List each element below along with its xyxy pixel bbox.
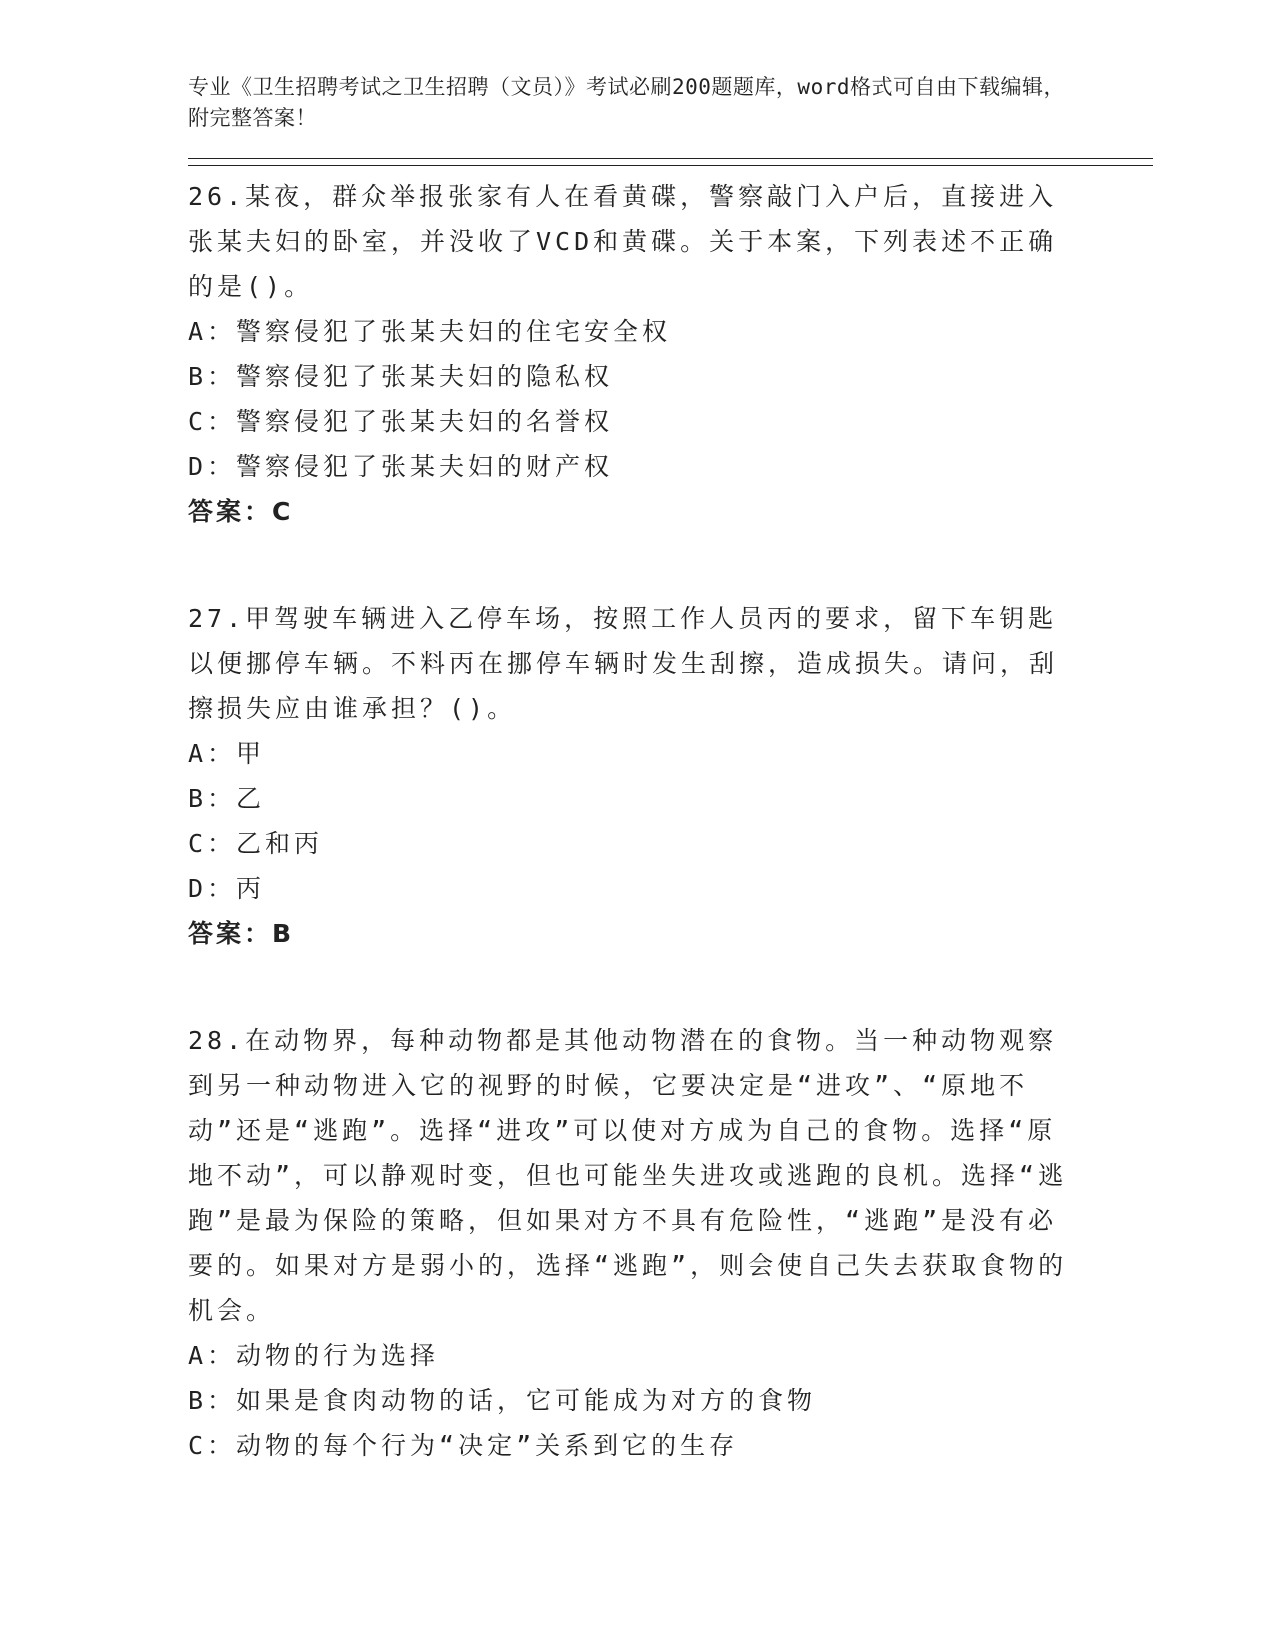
question-26 xyxy=(188,174,1153,534)
question-28 xyxy=(188,1018,1153,1468)
option-a: A：甲 xyxy=(188,739,266,768)
answer-label: 答案：C xyxy=(188,497,294,526)
question-spacer xyxy=(188,534,1153,588)
document-header: 专业《卫生招聘考试之卫生招聘（文员）》考试必刷200题题库，word格式可自由下载编辑，附完整答案！ xyxy=(188,75,1065,130)
answer-label: 答案：B xyxy=(188,919,295,948)
document-page xyxy=(188,72,1153,1468)
header-divider xyxy=(188,158,1153,166)
option-b: B：如果是食肉动物的话，它可能成为对方的食物 xyxy=(188,1386,817,1415)
option-d: D：丙 xyxy=(188,874,266,903)
option-b: B：乙 xyxy=(188,784,266,813)
question-stem: 28.在动物界，每种动物都是其他动物潜在的食物。当一种动物观察到另一种动物进入它的视野的时候，它要决定是“进攻”、“原地不动”还是“逃跑”。选择“进攻”可以使对方成为自己的食物。选择“原地不动”，可以静观时变，但也可能坐失进攻或逃跑的良机。选择“逃跑”是最为保险的策略，但如果对方不具有危险性，“逃跑”是没有必要的。如果对方是弱小的，选择“逃跑”，则会使自己失去获取食物的机会。 xyxy=(188,1026,1068,1325)
question-stem: 26.某夜，群众举报张家有人在看黄碟，警察敲门入户后，直接进入张某夫妇的卧室，并没收了VCD和黄碟。关于本案，下列表述不正确的是()。 xyxy=(188,182,1058,301)
option-d: D：警察侵犯了张某夫妇的财产权 xyxy=(188,452,614,481)
option-c: C：动物的每个行为“决定”关系到它的生存 xyxy=(188,1431,739,1460)
option-a: A：动物的行为选择 xyxy=(188,1341,440,1370)
question-stem: 27.甲驾驶车辆进入乙停车场，按照工作人员丙的要求，留下车钥匙以便挪停车辆。不料丙在挪停车辆时发生刮擦，造成损失。请问，刮擦损失应由谁承担？()。 xyxy=(188,604,1059,723)
option-c: C：乙和丙 xyxy=(188,829,324,858)
option-c: C：警察侵犯了张某夫妇的名誉权 xyxy=(188,407,614,436)
option-b: B：警察侵犯了张某夫妇的隐私权 xyxy=(188,362,614,391)
question-spacer xyxy=(188,956,1153,1010)
question-27 xyxy=(188,596,1153,956)
option-a: A：警察侵犯了张某夫妇的住宅安全权 xyxy=(188,317,672,346)
